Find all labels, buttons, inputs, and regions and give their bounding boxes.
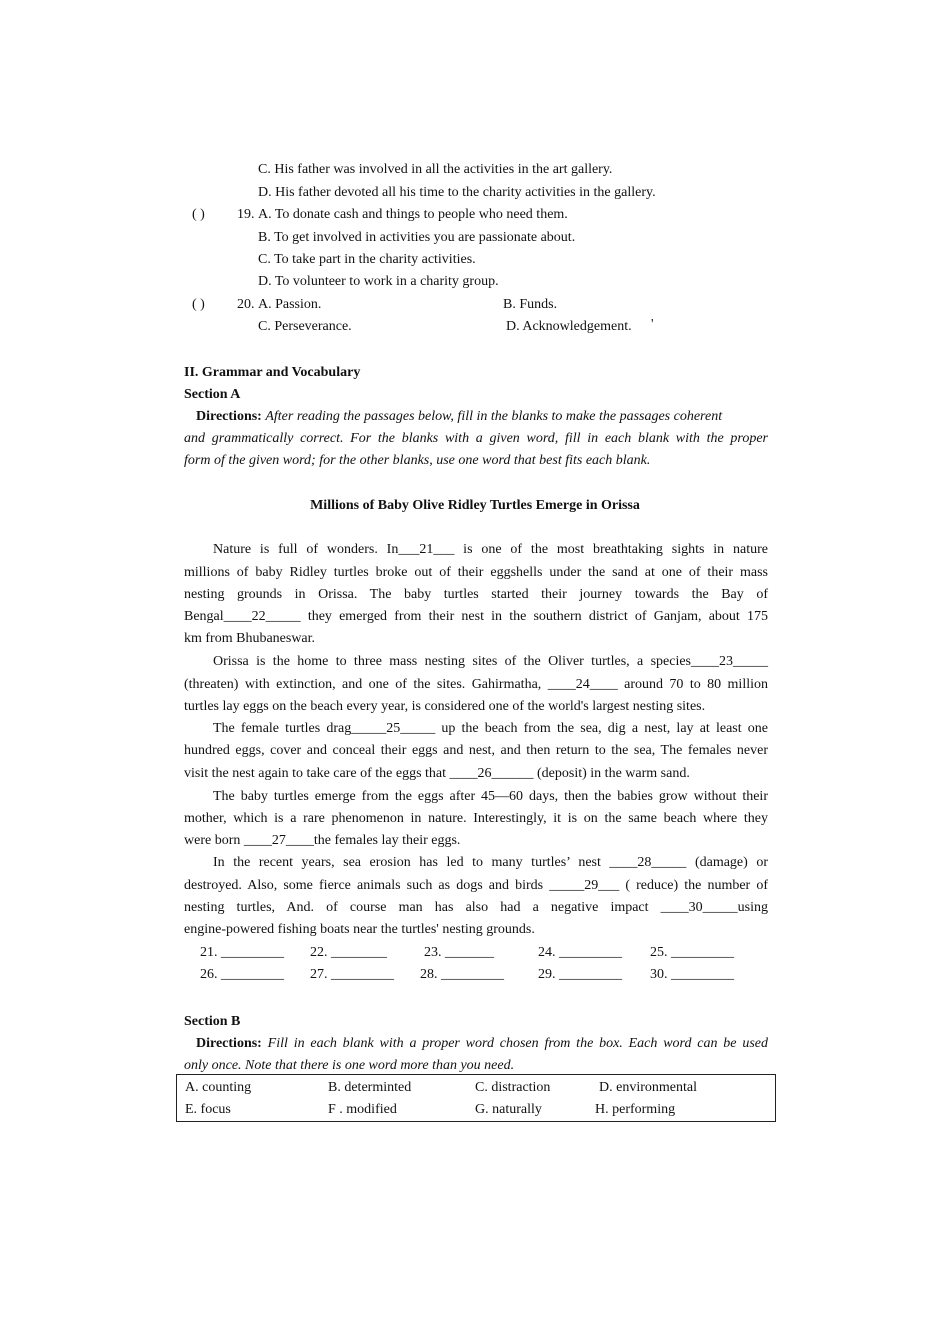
passage-line: millions of baby Ridley turtles broke out of their eggshells under the sand at one of their mass [184, 565, 768, 580]
word-option-e: E. focus [185, 1102, 231, 1117]
answer-blank-21[interactable]: 21. _________ [200, 945, 284, 960]
passage-line: engine-powered fishing boats near the turtles' nesting grounds. [184, 922, 535, 937]
word-option-d: D. environmental [599, 1080, 697, 1095]
answer-blank-30[interactable]: 30. _________ [650, 967, 734, 982]
q19-number: 19. [237, 207, 255, 222]
stray-mark: ' [651, 317, 654, 332]
passage-line: were born ____27____the females lay their eggs. [184, 833, 461, 848]
word-option-g: G. naturally [475, 1102, 542, 1117]
passage-line: The baby turtles emerge from the eggs after 45—60 days, then the babies grow without their [213, 789, 768, 804]
q20-number: 20. [237, 297, 255, 312]
answer-blank-29[interactable]: 29. _________ [538, 967, 622, 982]
directions-a-line-2: and grammatically correct. For the blanks with a given word, fill in each blank with the proper [184, 431, 768, 446]
q19-option-a: A. To donate cash and things to people who need them. [258, 207, 568, 222]
directions-b-line-1: Fill in each blank with a proper word chosen from the box. Each word can be used [267, 1036, 768, 1051]
answer-blank-23[interactable]: 23. _______ [424, 945, 494, 960]
word-option-a: A. counting [185, 1080, 252, 1095]
answer-blank-26[interactable]: 26. _________ [200, 967, 284, 982]
q19-option-b: B. To get involved in activities you are passionate about. [258, 230, 576, 245]
passage-line: hundred eggs, cover and conceal their eggs and nest, and then return to the sea, The females never [184, 743, 768, 758]
answer-blank-22[interactable]: 22. ________ [310, 945, 387, 960]
q20-option-b: B. Funds. [503, 297, 558, 312]
passage-line: visit the nest again to take care of the eggs that ____26______ (deposit) in the warm sand. [184, 766, 690, 781]
directions-b-label: Directions: [196, 1036, 262, 1051]
section-a-heading: Section A [184, 387, 241, 402]
passage-line: Nature is full of wonders. In___21___ is one of the most breathtaking sights in nature [213, 542, 768, 557]
directions-a-line-3: form of the given word; for the other blanks, use one word that best fits each blank. [184, 453, 651, 468]
passage-line: Orissa is the home to three mass nesting sites of the Oliver turtles, a species____23_____ [213, 654, 768, 669]
part-heading: II. Grammar and Vocabulary [184, 365, 361, 380]
directions-a-line-1: After reading the passages below, fill in the blanks to make the passages coherent [265, 409, 723, 424]
passage-line: turtles lay eggs on the beach every year, is considered one of the world's largest nesting sites. [184, 699, 706, 714]
word-box [176, 1074, 776, 1122]
q20-option-a: A. Passion. [258, 297, 322, 312]
passage-line: The female turtles drag_____25_____ up the beach from the sea, dig a nest, lay at least one [213, 721, 768, 736]
answer-blank-25[interactable]: 25. _________ [650, 945, 734, 960]
passage-line: nesting grounds in Orissa. The baby turtles started their journey towards the Bay of [184, 587, 768, 602]
passage-line: (threaten) with extinction, and one of the sites. Gahirmatha, ____24____ around 70 to 80 million [184, 677, 768, 692]
answer-blank-27[interactable]: 27. _________ [310, 967, 394, 982]
word-option-f: F . modified [328, 1102, 397, 1117]
section-b-heading: Section B [184, 1014, 241, 1029]
q19-option-d: D. To volunteer to work in a charity group. [258, 274, 499, 289]
q18-option-c: C. His father was involved in all the activities in the art gallery. [258, 162, 613, 177]
word-option-h: H. performing [595, 1102, 676, 1117]
directions-b-line-2: only once. Note that there is one word more than you need. [184, 1058, 515, 1073]
passage-line: Bengal____22_____ they emerged from their nest in the southern district of Ganjam, about 175 [184, 609, 768, 624]
q20-option-d: D. Acknowledgement. [506, 319, 632, 334]
q20-answer-paren[interactable]: ( ) [192, 297, 205, 312]
directions-b [196, 1035, 768, 1053]
passage-line: nesting turtles, And. of course man has also had a negative impact ____30_____using [184, 900, 768, 915]
q19-answer-paren[interactable]: ( ) [192, 207, 205, 222]
word-option-c: C. distraction [475, 1080, 551, 1095]
q20-option-c: C. Perseverance. [258, 319, 352, 334]
answer-blank-28[interactable]: 28. _________ [420, 967, 504, 982]
passage-line: destroyed. Also, some fierce animals such as dogs and birds _____29___ ( reduce) the number of [184, 878, 768, 893]
directions-a [196, 408, 722, 426]
answer-blank-24[interactable]: 24. _________ [538, 945, 622, 960]
passage-line: km from Bhubaneswar. [184, 631, 316, 646]
passage-line: In the recent years, sea erosion has led to many turtles’ nest ____28_____ (damage) or [213, 855, 768, 870]
word-option-b: B. determinted [328, 1080, 412, 1095]
q19-option-c: C. To take part in the charity activities. [258, 252, 476, 267]
directions-a-label: Directions: [196, 409, 262, 424]
passage-title: Millions of Baby Olive Ridley Turtles Emerge in Orissa [310, 498, 640, 513]
q18-option-d: D. His father devoted all his time to the charity activities in the gallery. [258, 185, 656, 200]
passage-line: mother, which is a rare phenomenon in nature. Interestingly, it is on the same beach where they [184, 811, 768, 826]
